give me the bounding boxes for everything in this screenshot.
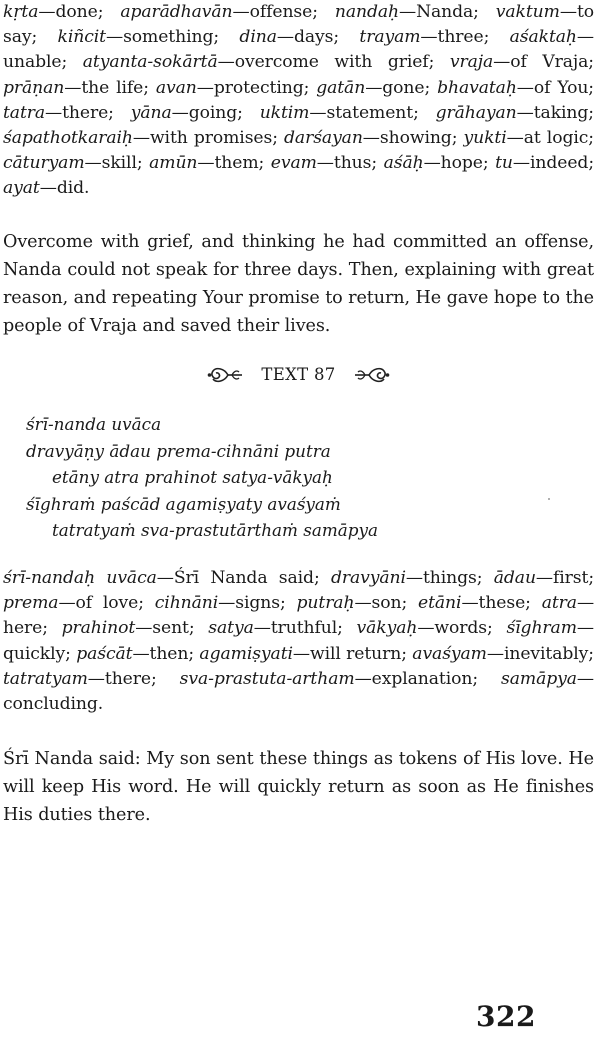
page-number: 322 [476,1000,536,1033]
word-meaning: with promises [149,128,273,149]
word-meaning: explanation [371,668,473,689]
word-meaning: done [55,2,98,22]
word-meaning: the life [81,77,144,98]
sanskrit-word: satya [208,618,254,639]
sanskrit-word: darśayan [284,128,363,149]
word-meaning: unable [3,52,62,73]
sanskrit-word: etāni [418,593,462,614]
sanskrit-word: tatratyam [3,668,88,689]
sanskrit-word: bhavataḥ [437,77,517,98]
sanskrit-word: dravyāni [330,568,406,588]
word-meaning: days [293,27,334,48]
sanskrit-word: trayam [359,27,421,48]
word-meaning: will return [310,643,402,664]
word-meaning: at logic [523,128,589,149]
word-meaning: concluding. [3,694,104,715]
word-meaning: gone [382,77,425,98]
sanskrit-word: grāhayan [435,102,517,123]
word-meaning: there [104,668,151,689]
sanskrit-word: śapathotkaraiḥ [3,128,133,149]
sanskrit-word: avaśyam [412,643,487,664]
sanskrit-word: śīghram [506,618,577,639]
verse-line: dravyāṇy ādau prema-cihnāni putra [26,440,331,461]
sanskrit-word: nandaḥ [334,2,399,22]
paper-speck [548,498,550,500]
right-ornament-icon [351,364,391,386]
word-meaning: of love [75,593,139,614]
word-meaning: thus [333,153,372,174]
word-meaning: three [437,27,484,48]
sanskrit-word: yāna [130,102,172,123]
sanskrit-word: aśaktaḥ [509,27,577,48]
word-meaning: here [3,618,43,639]
sanskrit-word: amūn [149,153,198,174]
sanskrit-word: putraḥ [296,593,355,614]
word-meaning: taking [533,102,589,123]
word-meaning: truthful [270,618,338,639]
word-meaning: them [214,153,259,174]
sanskrit-verse [26,411,378,544]
word-meanings-paragraph: kṛta—done; aparādhavān—offense; nandaḥ—Nanda; vaktum—to say; kiñcit—something; dina—days; trayam—three; aśaktaḥ—unable; atyanta-sokārtā—overcome with grief; vraja—of Vraja; prāṇan—the life; avan—protecting; gatān—gone; bhavataḥ—of You; tatra—there; yāna—going; uktim—statement; grāhayan—taking; śapathotkaraiḥ—with promises; darśayan—showing; yukti—at logic; cāturyam—skill; amūn—them; evam—thus; aśāḥ—hope; tu—indeed; ayat—did. [3,2,595,199]
word-meaning: hope [440,153,483,174]
sanskrit-word: prahinot [61,618,136,639]
word-meaning: showing [379,128,452,149]
sanskrit-word: tatra [3,102,46,123]
sanskrit-word: paścāt [76,643,133,664]
text-heading [3,360,594,388]
word-meaning: things [422,568,477,588]
translation-paragraph: Overcome with grief, and thinking he had committed an offense, Nanda could not speak for three days. Then, explaining with great reason, and repeating Your promise to return, He gave hope to the people of Vraja and saved their lives. [3,232,594,336]
verse-speaker: śrī-nanda uvāca [26,414,162,434]
sanskrit-word: tu [495,153,513,174]
sanskrit-word: śrī-nandaḥ uvāca [3,568,157,588]
sanskrit-word: cāturyam [3,153,85,174]
sanskrit-word: vākyaḥ [356,618,418,639]
word-meanings-paragraph: śrī-nandaḥ uvāca—Śrī Nanda said; dravyāni—things; ādau—first; prema—of love; cihnāni—signs; putraḥ—son; etāni—these; atra—here; prahinot—sent; satya—truthful; vākyaḥ—words; śīghram—quickly; paścāt—then; agamiṣyati—will return; avaśyam—inevitably; tatratyam—there; sva-prastuta-artham—explanation; samāpya—concluding. [3,568,595,715]
sanskrit-word: avan [155,77,197,98]
word-meaning: did. [56,178,90,199]
sanskrit-word: atyanta-sokārtā [82,52,218,73]
sanskrit-word: aparādhavān [120,2,233,22]
sanskrit-word: evam [270,153,317,174]
sanskrit-word: uktim [259,102,310,123]
word-meaning: these [478,593,526,614]
word-meaning: son [371,593,402,614]
sanskrit-word: prema [3,593,59,614]
word-meaning: words [434,618,488,639]
translation-paragraph: Śrī Nanda said: My son sent these things as tokens of His love. He will keep His word. He will quickly return as soon as He finishes His duties there. [3,749,594,825]
sanskrit-word: vraja [449,52,494,73]
word-meaning: something [123,27,214,48]
word-meaning: Nanda [416,2,474,22]
sanskrit-word: kiñcit [57,27,106,48]
sanskrit-word: cihnāni [154,593,219,614]
verse-line: tatratyaṁ sva-prastutārthaṁ samāpya [52,520,379,541]
sanskrit-word: prāṇan [3,77,65,98]
word-meaning: quickly [3,643,66,664]
sanskrit-word: gatān [316,77,366,98]
sanskrit-word: aśāḥ [383,153,424,174]
word-meaning: overcome with grief [234,52,429,73]
word-meaning: protecting [213,77,304,98]
sanskrit-word: samāpya [501,668,577,689]
sanskrit-word: vaktum [495,2,560,22]
sanskrit-word: yukti [463,128,507,149]
word-meaning: first [553,568,589,588]
word-meaning: to say [3,2,594,48]
sanskrit-word: agamiṣyati [199,643,293,664]
sanskrit-word: atra [541,593,577,614]
sanskrit-word: ayat [3,178,40,199]
sanskrit-word: ādau [493,568,536,588]
word-meaning: offense [249,2,313,22]
sanskrit-word: dina [239,27,277,48]
word-meaning: there [62,102,109,123]
word-meaning: Śrī Nanda said [173,568,314,588]
word-meaning: skill [101,153,137,174]
word-meaning: then [149,643,189,664]
text-number-label: TEXT 87 [261,364,336,384]
word-meaning: of You [533,77,589,98]
sanskrit-word: kṛta [3,2,39,22]
word-meaning: statement [326,102,414,123]
left-ornament-icon [206,364,246,386]
word-meaning: signs [235,593,280,614]
word-meaning: sent [152,618,189,639]
word-meaning: of Vraja [510,52,589,73]
word-meaning: indeed [529,153,589,174]
word-meaning: going [188,102,238,123]
word-meaning: inevitably [503,643,589,664]
sanskrit-word: sva-prastuta-artham [179,668,355,689]
verse-line: etāny atra prahinot satya-vākyaḥ [52,467,333,488]
verse-line: śīghraṁ paścād agamiṣyaty avaśyaṁ [26,493,341,514]
